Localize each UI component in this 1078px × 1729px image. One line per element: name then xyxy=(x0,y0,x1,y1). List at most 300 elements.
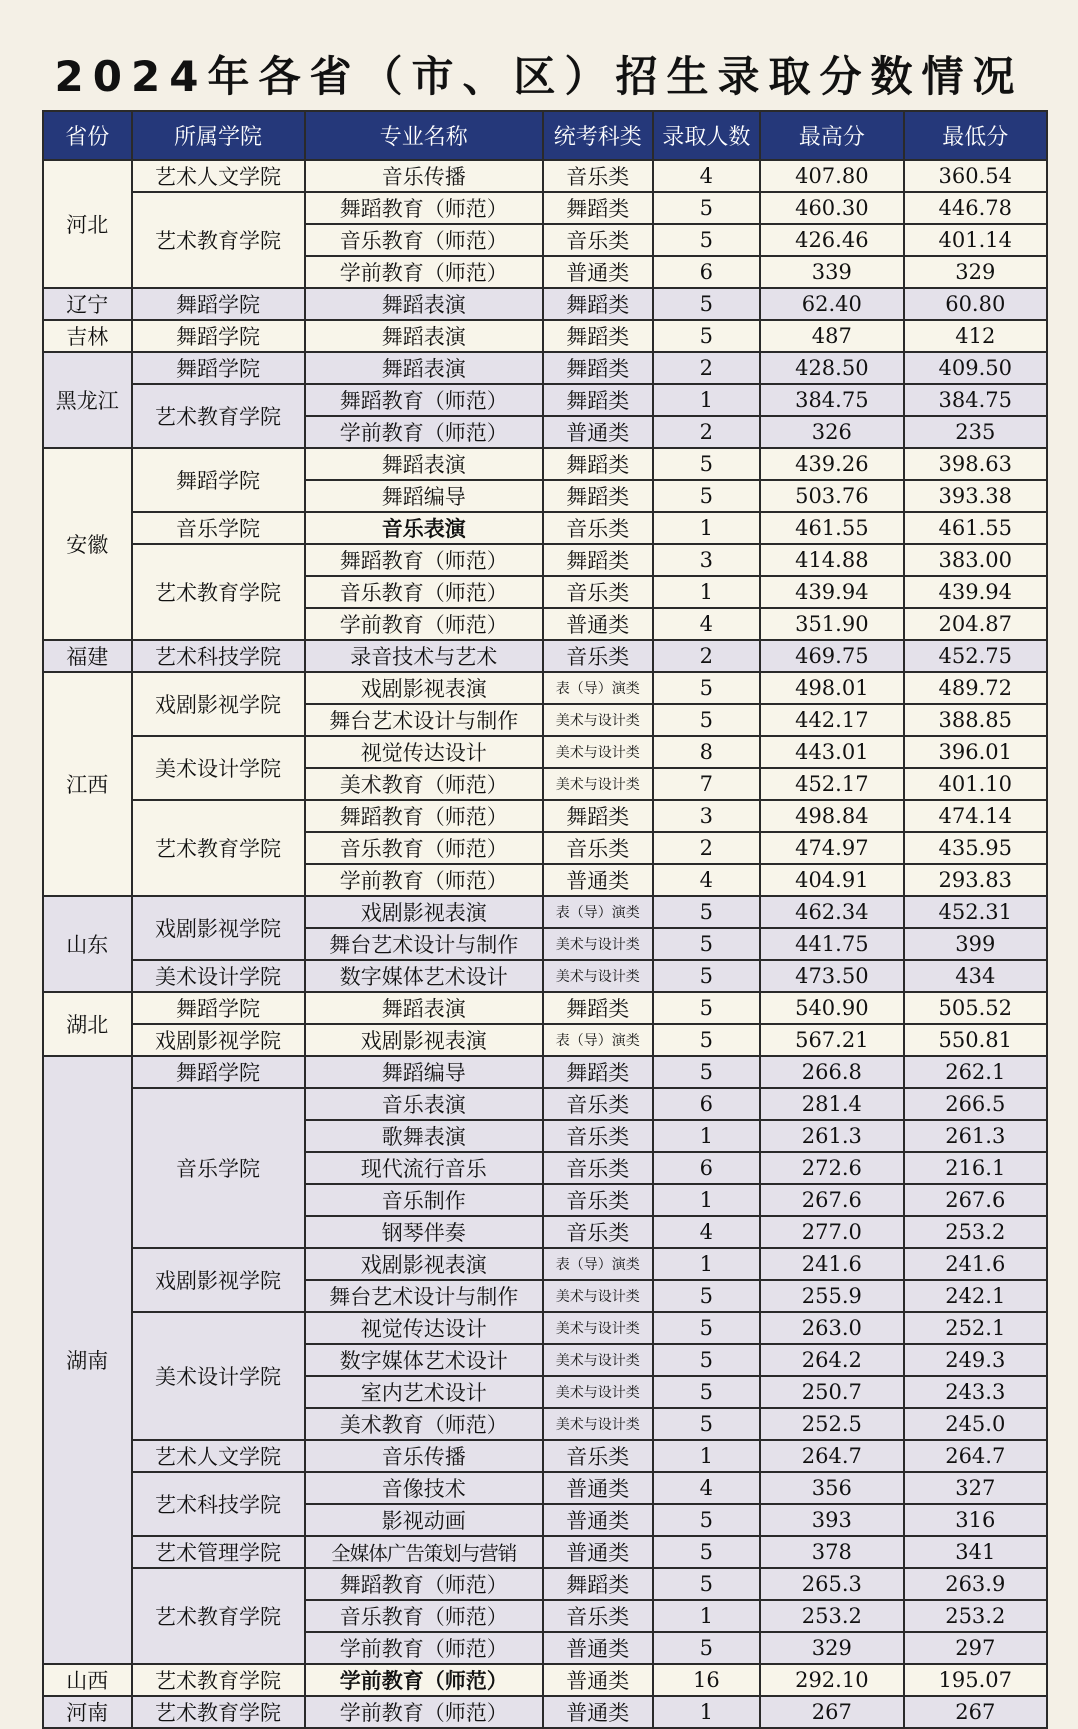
admitted-count-cell: 4 xyxy=(653,608,761,640)
major-cell: 音像技术 xyxy=(305,1472,543,1504)
max-score-cell: 540.90 xyxy=(760,992,903,1024)
admitted-count-cell: 5 xyxy=(653,960,761,992)
min-score-cell: 446.78 xyxy=(904,192,1047,224)
admitted-count-cell: 5 xyxy=(653,1312,761,1344)
max-score-cell: 272.6 xyxy=(760,1152,903,1184)
exam-category-cell: 美术与设计类 xyxy=(543,768,653,800)
exam-category-cell: 表（导）演类 xyxy=(543,1024,653,1056)
max-score-cell: 252.5 xyxy=(760,1408,903,1440)
page-title: 2024年各省（市、区）招生录取分数情况 xyxy=(54,52,1024,101)
major-cell: 舞蹈教育（师范） xyxy=(305,384,543,416)
min-score-cell: 412 xyxy=(904,320,1047,352)
exam-category-cell: 舞蹈类 xyxy=(543,800,653,832)
college-cell: 艺术教育学院 xyxy=(132,192,305,288)
admitted-count-cell: 6 xyxy=(653,256,761,288)
min-score-cell: 297 xyxy=(904,1632,1047,1664)
min-score-cell: 249.3 xyxy=(904,1344,1047,1376)
admitted-count-cell: 6 xyxy=(653,1088,761,1120)
major-cell: 音乐教育（师范） xyxy=(305,1600,543,1632)
admitted-count-cell: 5 xyxy=(653,1344,761,1376)
exam-category-cell: 舞蹈类 xyxy=(543,448,653,480)
max-score-cell: 460.30 xyxy=(760,192,903,224)
max-score-cell: 241.6 xyxy=(760,1248,903,1280)
admitted-count-cell: 2 xyxy=(653,416,761,448)
table-body xyxy=(43,160,1047,1728)
table-row xyxy=(43,736,1047,768)
major-cell: 视觉传达设计 xyxy=(305,1312,543,1344)
min-score-cell: 263.9 xyxy=(904,1568,1047,1600)
major-cell: 学前教育（师范） xyxy=(305,1664,543,1696)
header-admitted-count: 录取人数 xyxy=(653,111,761,160)
max-score-cell: 442.17 xyxy=(760,704,903,736)
major-cell: 数字媒体艺术设计 xyxy=(305,960,543,992)
major-cell: 音乐教育（师范） xyxy=(305,832,543,864)
major-cell: 舞蹈表演 xyxy=(305,992,543,1024)
college-cell: 美术设计学院 xyxy=(132,960,305,992)
exam-category-cell: 音乐类 xyxy=(543,160,653,192)
admitted-count-cell: 5 xyxy=(653,928,761,960)
min-score-cell: 399 xyxy=(904,928,1047,960)
table-row xyxy=(43,800,1047,832)
college-cell: 舞蹈学院 xyxy=(132,288,305,320)
major-cell: 学前教育（师范） xyxy=(305,416,543,448)
province-cell: 吉林 xyxy=(43,320,132,352)
major-cell: 舞台艺术设计与制作 xyxy=(305,1280,543,1312)
major-cell: 舞蹈教育（师范） xyxy=(305,1568,543,1600)
min-score-cell: 316 xyxy=(904,1504,1047,1536)
max-score-cell: 473.50 xyxy=(760,960,903,992)
admitted-count-cell: 8 xyxy=(653,736,761,768)
exam-category-cell: 音乐类 xyxy=(543,1120,653,1152)
max-score-cell: 329 xyxy=(760,1632,903,1664)
college-cell: 艺术教育学院 xyxy=(132,1664,305,1696)
max-score-cell: 439.26 xyxy=(760,448,903,480)
exam-category-cell: 舞蹈类 xyxy=(543,1568,653,1600)
admitted-count-cell: 7 xyxy=(653,768,761,800)
max-score-cell: 265.3 xyxy=(760,1568,903,1600)
exam-category-cell: 普通类 xyxy=(543,1696,653,1728)
exam-category-cell: 美术与设计类 xyxy=(543,1376,653,1408)
table-row xyxy=(43,160,1047,192)
college-cell: 艺术教育学院 xyxy=(132,1696,305,1728)
table-row xyxy=(43,352,1047,384)
table-row xyxy=(43,1472,1047,1504)
exam-category-cell: 舞蹈类 xyxy=(543,352,653,384)
max-score-cell: 414.88 xyxy=(760,544,903,576)
table-row xyxy=(43,288,1047,320)
max-score-cell: 62.40 xyxy=(760,288,903,320)
admitted-count-cell: 4 xyxy=(653,160,761,192)
college-cell: 戏剧影视学院 xyxy=(132,672,305,736)
max-score-cell: 267 xyxy=(760,1696,903,1728)
province-cell: 安徽 xyxy=(43,448,132,640)
college-cell: 艺术人文学院 xyxy=(132,160,305,192)
exam-category-cell: 音乐类 xyxy=(543,832,653,864)
max-score-cell: 426.46 xyxy=(760,224,903,256)
exam-category-cell: 美术与设计类 xyxy=(543,1280,653,1312)
max-score-cell: 462.34 xyxy=(760,896,903,928)
major-cell: 视觉传达设计 xyxy=(305,736,543,768)
min-score-cell: 401.10 xyxy=(904,768,1047,800)
min-score-cell: 489.72 xyxy=(904,672,1047,704)
college-cell: 舞蹈学院 xyxy=(132,320,305,352)
admitted-count-cell: 1 xyxy=(653,1696,761,1728)
admitted-count-cell: 5 xyxy=(653,288,761,320)
min-score-cell: 329 xyxy=(904,256,1047,288)
college-cell: 音乐学院 xyxy=(132,512,305,544)
max-score-cell: 474.97 xyxy=(760,832,903,864)
exam-category-cell: 普通类 xyxy=(543,864,653,896)
admitted-count-cell: 5 xyxy=(653,896,761,928)
max-score-cell: 498.84 xyxy=(760,800,903,832)
min-score-cell: 393.38 xyxy=(904,480,1047,512)
min-score-cell: 401.14 xyxy=(904,224,1047,256)
min-score-cell: 461.55 xyxy=(904,512,1047,544)
admitted-count-cell: 2 xyxy=(653,352,761,384)
exam-category-cell: 舞蹈类 xyxy=(543,192,653,224)
admitted-count-cell: 1 xyxy=(653,512,761,544)
max-score-cell: 439.94 xyxy=(760,576,903,608)
min-score-cell: 253.2 xyxy=(904,1600,1047,1632)
min-score-cell: 474.14 xyxy=(904,800,1047,832)
exam-category-cell: 美术与设计类 xyxy=(543,704,653,736)
province-cell: 湖北 xyxy=(43,992,132,1056)
table-row xyxy=(43,640,1047,672)
exam-category-cell: 美术与设计类 xyxy=(543,960,653,992)
college-cell: 艺术教育学院 xyxy=(132,384,305,448)
table-row xyxy=(43,1568,1047,1600)
table-row xyxy=(43,1024,1047,1056)
college-cell: 舞蹈学院 xyxy=(132,352,305,384)
max-score-cell: 267.6 xyxy=(760,1184,903,1216)
table-row xyxy=(43,1536,1047,1568)
admitted-count-cell: 5 xyxy=(653,1568,761,1600)
college-cell: 艺术教育学院 xyxy=(132,544,305,640)
admitted-count-cell: 5 xyxy=(653,704,761,736)
major-cell: 钢琴伴奏 xyxy=(305,1216,543,1248)
min-score-cell: 505.52 xyxy=(904,992,1047,1024)
min-score-cell: 384.75 xyxy=(904,384,1047,416)
min-score-cell: 409.50 xyxy=(904,352,1047,384)
table-row xyxy=(43,544,1047,576)
header-province: 省份 xyxy=(43,111,132,160)
exam-category-cell: 舞蹈类 xyxy=(543,1056,653,1088)
min-score-cell: 396.01 xyxy=(904,736,1047,768)
max-score-cell: 253.2 xyxy=(760,1600,903,1632)
major-cell: 现代流行音乐 xyxy=(305,1152,543,1184)
major-cell: 音乐表演 xyxy=(305,512,543,544)
exam-category-cell: 表（导）演类 xyxy=(543,672,653,704)
header-major: 专业名称 xyxy=(305,111,543,160)
exam-category-cell: 舞蹈类 xyxy=(543,992,653,1024)
college-cell: 舞蹈学院 xyxy=(132,1056,305,1088)
major-cell: 美术教育（师范） xyxy=(305,768,543,800)
exam-category-cell: 舞蹈类 xyxy=(543,320,653,352)
exam-category-cell: 音乐类 xyxy=(543,224,653,256)
major-cell: 数字媒体艺术设计 xyxy=(305,1344,543,1376)
min-score-cell: 261.3 xyxy=(904,1120,1047,1152)
exam-category-cell: 音乐类 xyxy=(543,1184,653,1216)
max-score-cell: 266.8 xyxy=(760,1056,903,1088)
major-cell: 全媒体广告策划与营销 xyxy=(305,1536,543,1568)
max-score-cell: 407.80 xyxy=(760,160,903,192)
max-score-cell: 250.7 xyxy=(760,1376,903,1408)
province-cell: 辽宁 xyxy=(43,288,132,320)
exam-category-cell: 音乐类 xyxy=(543,1088,653,1120)
min-score-cell: 242.1 xyxy=(904,1280,1047,1312)
min-score-cell: 235 xyxy=(904,416,1047,448)
admitted-count-cell: 5 xyxy=(653,320,761,352)
admitted-count-cell: 3 xyxy=(653,544,761,576)
admitted-count-cell: 1 xyxy=(653,1184,761,1216)
max-score-cell: 461.55 xyxy=(760,512,903,544)
max-score-cell: 264.7 xyxy=(760,1440,903,1472)
max-score-cell: 261.3 xyxy=(760,1120,903,1152)
max-score-cell: 498.01 xyxy=(760,672,903,704)
major-cell: 舞蹈编导 xyxy=(305,1056,543,1088)
major-cell: 舞台艺术设计与制作 xyxy=(305,704,543,736)
province-cell: 江西 xyxy=(43,672,132,896)
exam-category-cell: 美术与设计类 xyxy=(543,928,653,960)
major-cell: 音乐传播 xyxy=(305,160,543,192)
exam-category-cell: 表（导）演类 xyxy=(543,896,653,928)
max-score-cell: 393 xyxy=(760,1504,903,1536)
exam-category-cell: 普通类 xyxy=(543,1632,653,1664)
exam-category-cell: 普通类 xyxy=(543,1504,653,1536)
max-score-cell: 339 xyxy=(760,256,903,288)
max-score-cell: 356 xyxy=(760,1472,903,1504)
min-score-cell: 216.1 xyxy=(904,1152,1047,1184)
min-score-cell: 264.7 xyxy=(904,1440,1047,1472)
admitted-count-cell: 5 xyxy=(653,1632,761,1664)
min-score-cell: 383.00 xyxy=(904,544,1047,576)
major-cell: 舞蹈表演 xyxy=(305,448,543,480)
admitted-count-cell: 5 xyxy=(653,672,761,704)
max-score-cell: 264.2 xyxy=(760,1344,903,1376)
province-cell: 福建 xyxy=(43,640,132,672)
exam-category-cell: 美术与设计类 xyxy=(543,736,653,768)
exam-category-cell: 表（导）演类 xyxy=(543,1248,653,1280)
min-score-cell: 195.07 xyxy=(904,1664,1047,1696)
exam-category-cell: 美术与设计类 xyxy=(543,1312,653,1344)
max-score-cell: 263.0 xyxy=(760,1312,903,1344)
max-score-cell: 326 xyxy=(760,416,903,448)
college-cell: 艺术教育学院 xyxy=(132,800,305,896)
min-score-cell: 204.87 xyxy=(904,608,1047,640)
min-score-cell: 293.83 xyxy=(904,864,1047,896)
table-row xyxy=(43,992,1047,1024)
admitted-count-cell: 1 xyxy=(653,1440,761,1472)
min-score-cell: 253.2 xyxy=(904,1216,1047,1248)
min-score-cell: 241.6 xyxy=(904,1248,1047,1280)
admitted-count-cell: 5 xyxy=(653,1504,761,1536)
min-score-cell: 327 xyxy=(904,1472,1047,1504)
exam-category-cell: 音乐类 xyxy=(543,1152,653,1184)
major-cell: 音乐教育（师范） xyxy=(305,576,543,608)
admitted-count-cell: 5 xyxy=(653,1376,761,1408)
admitted-count-cell: 5 xyxy=(653,1536,761,1568)
major-cell: 音乐表演 xyxy=(305,1088,543,1120)
major-cell: 舞蹈教育（师范） xyxy=(305,544,543,576)
min-score-cell: 398.63 xyxy=(904,448,1047,480)
major-cell: 戏剧影视表演 xyxy=(305,896,543,928)
table-row xyxy=(43,896,1047,928)
min-score-cell: 245.0 xyxy=(904,1408,1047,1440)
admission-score-table xyxy=(42,110,1048,1729)
admitted-count-cell: 2 xyxy=(653,640,761,672)
exam-category-cell: 普通类 xyxy=(543,1472,653,1504)
major-cell: 戏剧影视表演 xyxy=(305,1024,543,1056)
min-score-cell: 360.54 xyxy=(904,160,1047,192)
min-score-cell: 60.80 xyxy=(904,288,1047,320)
table-row xyxy=(43,384,1047,416)
major-cell: 学前教育（师范） xyxy=(305,1632,543,1664)
table-row xyxy=(43,1696,1047,1728)
admitted-count-cell: 4 xyxy=(653,864,761,896)
major-cell: 录音技术与艺术 xyxy=(305,640,543,672)
admitted-count-cell: 5 xyxy=(653,1408,761,1440)
max-score-cell: 428.50 xyxy=(760,352,903,384)
exam-category-cell: 音乐类 xyxy=(543,1600,653,1632)
exam-category-cell: 舞蹈类 xyxy=(543,480,653,512)
exam-category-cell: 舞蹈类 xyxy=(543,288,653,320)
min-score-cell: 452.75 xyxy=(904,640,1047,672)
max-score-cell: 351.90 xyxy=(760,608,903,640)
major-cell: 美术教育（师范） xyxy=(305,1408,543,1440)
exam-category-cell: 舞蹈类 xyxy=(543,384,653,416)
major-cell: 学前教育（师范） xyxy=(305,608,543,640)
major-cell: 戏剧影视表演 xyxy=(305,672,543,704)
min-score-cell: 252.1 xyxy=(904,1312,1047,1344)
min-score-cell: 266.5 xyxy=(904,1088,1047,1120)
admitted-count-cell: 1 xyxy=(653,384,761,416)
max-score-cell: 443.01 xyxy=(760,736,903,768)
major-cell: 学前教育（师范） xyxy=(305,256,543,288)
college-cell: 戏剧影视学院 xyxy=(132,1024,305,1056)
table-row xyxy=(43,448,1047,480)
admitted-count-cell: 5 xyxy=(653,1024,761,1056)
major-cell: 音乐制作 xyxy=(305,1184,543,1216)
table-row xyxy=(43,960,1047,992)
province-cell: 山西 xyxy=(43,1664,132,1696)
table-row xyxy=(43,672,1047,704)
major-cell: 歌舞表演 xyxy=(305,1120,543,1152)
major-cell: 戏剧影视表演 xyxy=(305,1248,543,1280)
exam-category-cell: 美术与设计类 xyxy=(543,1344,653,1376)
max-score-cell: 281.4 xyxy=(760,1088,903,1120)
table-header xyxy=(43,111,1047,160)
college-cell: 艺术科技学院 xyxy=(132,640,305,672)
exam-category-cell: 普通类 xyxy=(543,608,653,640)
table-row xyxy=(43,192,1047,224)
admitted-count-cell: 1 xyxy=(653,1120,761,1152)
exam-category-cell: 普通类 xyxy=(543,1664,653,1696)
admitted-count-cell: 2 xyxy=(653,832,761,864)
major-cell: 学前教育（师范） xyxy=(305,1696,543,1728)
table-row xyxy=(43,1056,1047,1088)
header-exam-category: 统考科类 xyxy=(543,111,653,160)
major-cell: 学前教育（师范） xyxy=(305,864,543,896)
major-cell: 影视动画 xyxy=(305,1504,543,1536)
min-score-cell: 452.31 xyxy=(904,896,1047,928)
max-score-cell: 452.17 xyxy=(760,768,903,800)
table-row xyxy=(43,1248,1047,1280)
min-score-cell: 439.94 xyxy=(904,576,1047,608)
college-cell: 美术设计学院 xyxy=(132,1312,305,1440)
admitted-count-cell: 5 xyxy=(653,1280,761,1312)
min-score-cell: 267 xyxy=(904,1696,1047,1728)
table-row xyxy=(43,1088,1047,1120)
min-score-cell: 243.3 xyxy=(904,1376,1047,1408)
college-cell: 戏剧影视学院 xyxy=(132,1248,305,1312)
province-cell: 黑龙江 xyxy=(43,352,132,448)
exam-category-cell: 普通类 xyxy=(543,1536,653,1568)
min-score-cell: 262.1 xyxy=(904,1056,1047,1088)
max-score-cell: 255.9 xyxy=(760,1280,903,1312)
admitted-count-cell: 4 xyxy=(653,1472,761,1504)
major-cell: 舞台艺术设计与制作 xyxy=(305,928,543,960)
table-row xyxy=(43,1440,1047,1472)
major-cell: 音乐教育（师范） xyxy=(305,224,543,256)
admitted-count-cell: 6 xyxy=(653,1152,761,1184)
max-score-cell: 567.21 xyxy=(760,1024,903,1056)
admitted-count-cell: 1 xyxy=(653,576,761,608)
province-cell: 湖南 xyxy=(43,1056,132,1664)
max-score-cell: 469.75 xyxy=(760,640,903,672)
min-score-cell: 434 xyxy=(904,960,1047,992)
min-score-cell: 550.81 xyxy=(904,1024,1047,1056)
min-score-cell: 388.85 xyxy=(904,704,1047,736)
college-cell: 舞蹈学院 xyxy=(132,992,305,1024)
province-cell: 河南 xyxy=(43,1696,132,1728)
exam-category-cell: 美术与设计类 xyxy=(543,1408,653,1440)
table-row xyxy=(43,320,1047,352)
exam-category-cell: 普通类 xyxy=(543,256,653,288)
major-cell: 舞蹈表演 xyxy=(305,320,543,352)
admitted-count-cell: 5 xyxy=(653,224,761,256)
min-score-cell: 435.95 xyxy=(904,832,1047,864)
max-score-cell: 404.91 xyxy=(760,864,903,896)
admitted-count-cell: 1 xyxy=(653,1248,761,1280)
max-score-cell: 441.75 xyxy=(760,928,903,960)
major-cell: 舞蹈教育（师范） xyxy=(305,800,543,832)
exam-category-cell: 音乐类 xyxy=(543,1216,653,1248)
max-score-cell: 378 xyxy=(760,1536,903,1568)
college-cell: 艺术管理学院 xyxy=(132,1536,305,1568)
college-cell: 艺术教育学院 xyxy=(132,1568,305,1664)
max-score-cell: 277.0 xyxy=(760,1216,903,1248)
major-cell: 舞蹈编导 xyxy=(305,480,543,512)
header-max-score: 最高分 xyxy=(760,111,903,160)
admitted-count-cell: 1 xyxy=(653,1600,761,1632)
header-college: 所属学院 xyxy=(132,111,305,160)
max-score-cell: 503.76 xyxy=(760,480,903,512)
table-row xyxy=(43,1664,1047,1696)
college-cell: 艺术科技学院 xyxy=(132,1472,305,1536)
college-cell: 舞蹈学院 xyxy=(132,448,305,512)
province-cell: 河北 xyxy=(43,160,132,288)
college-cell: 美术设计学院 xyxy=(132,736,305,800)
admitted-count-cell: 4 xyxy=(653,1216,761,1248)
max-score-cell: 487 xyxy=(760,320,903,352)
admitted-count-cell: 16 xyxy=(653,1664,761,1696)
exam-category-cell: 舞蹈类 xyxy=(543,544,653,576)
exam-category-cell: 普通类 xyxy=(543,416,653,448)
major-cell: 音乐传播 xyxy=(305,1440,543,1472)
admitted-count-cell: 5 xyxy=(653,448,761,480)
major-cell: 舞蹈教育（师范） xyxy=(305,192,543,224)
admitted-count-cell: 3 xyxy=(653,800,761,832)
